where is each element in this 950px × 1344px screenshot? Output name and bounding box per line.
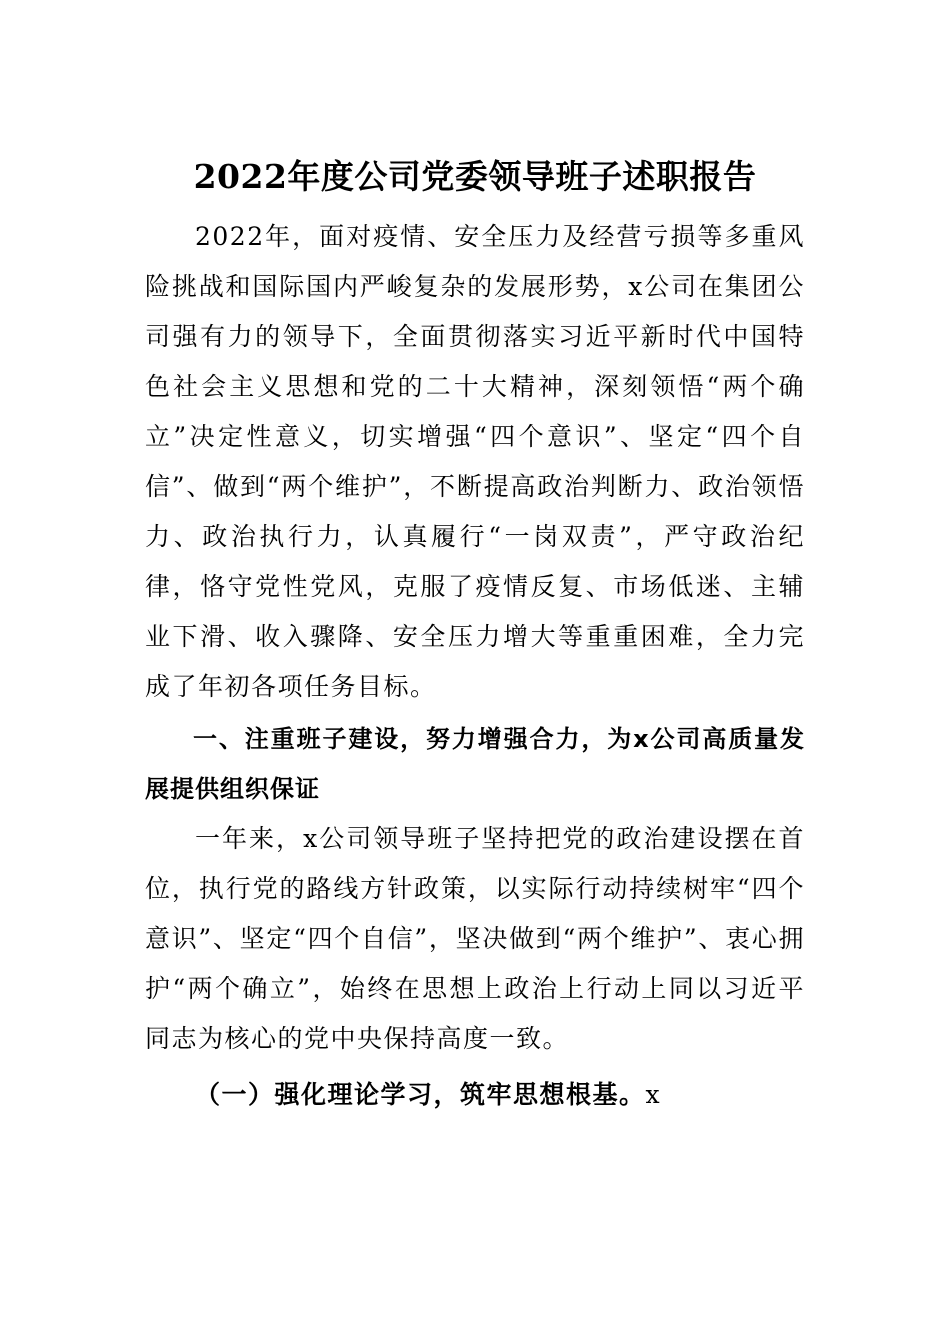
subsection-heading-1 — [145, 1070, 805, 1120]
intro-paragraph: 2022年，面对疫情、安全压力及经营亏损等多重风险挑战和国际国内严峻复杂的发展形势，x公司在集团公司强有力的领导下，全面贯彻落实习近平新时代中国特色社会主义思想和党的二十大精神，深刻领悟“两个确立”决定性意义，切实增强“四个意识”、坚定“四个自信”、做到“两个维护”，不断提高政治判断力、政治领悟力、政治执行力，认真履行“一岗双责”，严守政治纪律，恪守党性党风，克服了疫情反复、市场低迷、主辅业下滑、收入骤降、安全压力增大等重重困难，全力完成了年初各项任务目标。 — [145, 222, 805, 701]
subsection-heading-1-title: （一）强化理论学习，筑牢思想根基。 — [195, 1080, 646, 1109]
section-heading-1: 一、注重班子建设，努力增强合力，为x公司高质量发展提供组织保证 — [145, 725, 805, 803]
section-1-paragraph: 一年来，x公司领导班子坚持把党的政治建设摆在首位，执行党的路线方针政策，以实际行动持续树牢“四个意识”、坚定“四个自信”，坚决做到“两个维护”、衷心拥护“两个确立”，始终在思想上政治上行动上同以习近平同志为核心的党中央保持高度一致。 — [145, 824, 805, 1053]
subsection-heading-1-text: x — [645, 1080, 662, 1109]
document-body — [145, 150, 805, 1120]
document-title: 2022年度公司党委领导班子述职报告 — [193, 157, 757, 196]
